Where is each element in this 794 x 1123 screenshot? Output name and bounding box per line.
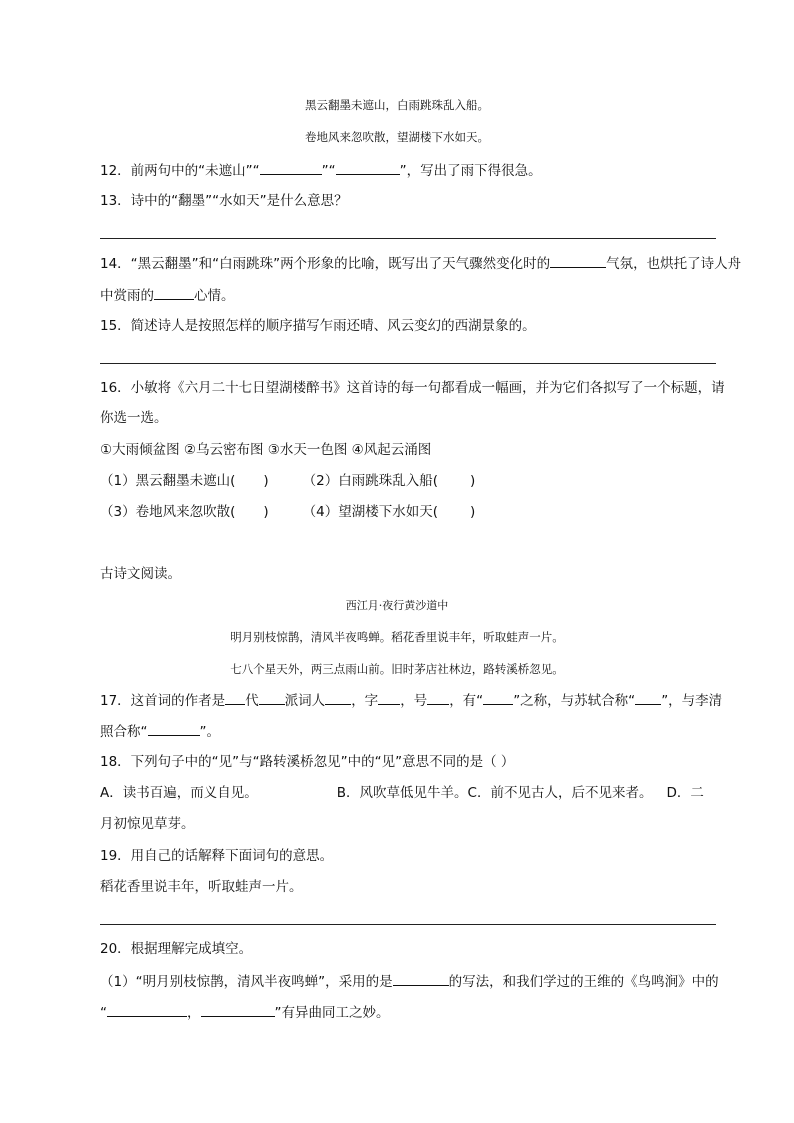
poem1-line1: 黑云翻墨未遮山，白雨跳珠乱入船。 (305, 98, 489, 112)
q17-blank-zi[interactable] (378, 690, 400, 705)
question-16-row2: （3）卷地风来忽吹散( ) （4）望湖楼下水如天( ) (100, 504, 476, 520)
question-16-line1: 16．小敏将《六月二十七日望湖楼醉书》这首诗的每一句都看成一幅画，并为它们各拟写了一个标题，请 (100, 380, 725, 396)
section-intro: 古诗文阅读。 (100, 566, 181, 582)
question-19: 19．用自己的话解释下面词句的意思。 (100, 848, 334, 864)
q17-blank-school[interactable] (259, 690, 285, 705)
q20-blank-technique[interactable] (393, 971, 449, 986)
q12-blank-2[interactable] (336, 160, 400, 175)
question-14-line1: 14．“黑云翻墨”和“白雨跳珠”两个形象的比喻，既写出了天气骤然变化时的 气氛，也烘托了诗人舟 (100, 253, 741, 274)
q18-option-b[interactable]: B．风吹草低见牛羊。 (336, 785, 468, 801)
q12-blank-1[interactable] (260, 160, 322, 175)
q18-option-c[interactable]: C．前不见古人，后不见来者。 (467, 785, 653, 801)
q20-blank-line1[interactable] (107, 1002, 187, 1017)
question-15: 15．简述诗人是按照怎样的顺序描写乍雨还晴、风云变幻的西湖景象的。 (100, 318, 536, 334)
question-17-line2: 照合称“ ”。 (100, 721, 220, 742)
question-16-options: ①大雨倾盆图 ②乌云密布图 ③水天一色图 ④风起云涌图 (100, 442, 432, 458)
q15-answer-line[interactable] (100, 363, 716, 364)
q13-answer-line[interactable] (100, 238, 716, 239)
q20-blank-line2[interactable] (201, 1002, 275, 1017)
q17-blank-title[interactable] (483, 690, 513, 705)
q14-blank-1[interactable] (550, 253, 606, 268)
poem2-title: 西江月·夜行黄沙道中 (345, 599, 449, 612)
q17-blank-hao[interactable] (427, 690, 449, 705)
question-16-row1: （1）黑云翻墨未遮山( ) （2）白雨跳珠乱入船( ) (100, 473, 476, 489)
q17-blank-dynasty[interactable] (225, 690, 245, 705)
q14-blank-2[interactable] (154, 285, 194, 300)
question-18-options (100, 783, 704, 803)
question-17-line1: 17．这首词的作者是 代 派词人 ，字 ，号 ，有“ ”之称，与苏轼合称“ ”，与李清 (100, 690, 722, 711)
q19-answer-line[interactable] (100, 924, 716, 925)
q17-blank-name[interactable] (325, 690, 351, 705)
q18-option-d[interactable]: D．二 (666, 785, 704, 801)
q18-option-a[interactable]: A．读书百遍，而义自见。 (100, 785, 258, 801)
question-20-part1: （1）“明月别枝惊鹊，清风半夜鸣蝉”，采用的是 的写法，和我们学过的王维的《鸟鸣涧》中的 (100, 971, 719, 992)
question-20: 20．根据理解完成填空。 (100, 941, 253, 957)
question-18: 18．下列句子中的“见”与“路转溪桥忽见”中的“见”意思不同的是（ ） (100, 754, 515, 770)
question-12: 12．前两句中的“未遮山”“ ”“ ”，写出了雨下得很急。 (100, 160, 542, 181)
poem2-line2: 七八个星天外，两三点雨山前。旧时茅店社林边，路转溪桥忽见。 (230, 662, 564, 676)
question-19-text: 稻花香里说丰年，听取蛙声一片。 (100, 879, 303, 895)
question-13: 13．诗中的“翻墨”“水如天”是什么意思？ (100, 193, 348, 209)
q17-blank-pair-su[interactable] (635, 690, 661, 705)
question-16-line2: 你选一选。 (100, 410, 168, 426)
poem1-line2: 卷地风来忽吹散，望湖楼下水如天。 (305, 130, 489, 144)
question-14-line2: 中赏雨的 心情。 (100, 285, 235, 306)
poem2-line1: 明月别枝惊鹊，清风半夜鸣蝉。稻花香里说丰年，听取蛙声一片。 (230, 630, 564, 644)
question-18-option-d-cont: 月初惊见草芽。 (100, 816, 195, 832)
q17-blank-pair-li[interactable] (148, 721, 200, 736)
question-20-part1-cont: “ ， ”有异曲同工之妙。 (100, 1002, 390, 1023)
